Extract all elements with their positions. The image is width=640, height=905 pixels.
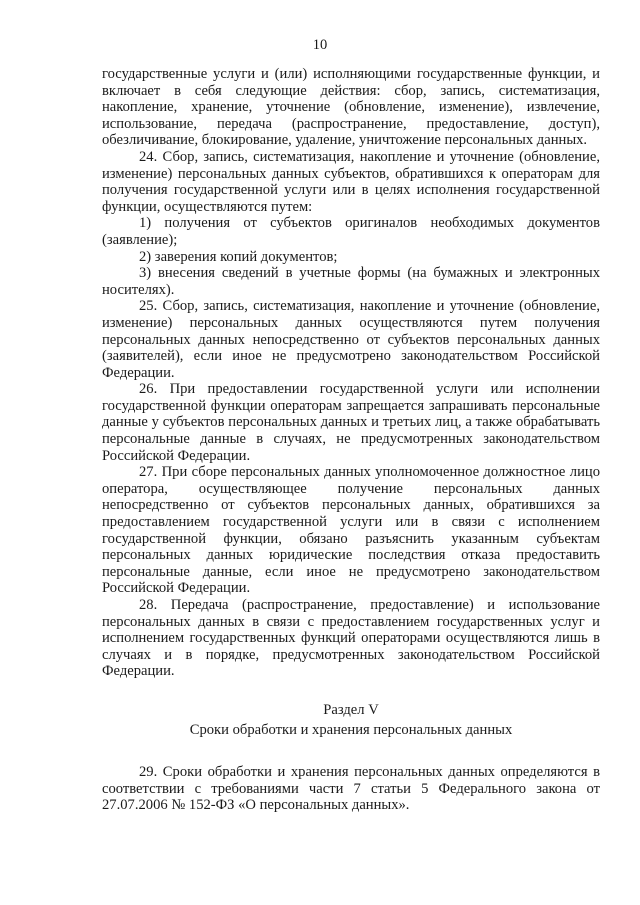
paragraph-26: 26. При предоставлении государственной услуги или исполнении государственной функции операторам запрещается запрашивать персональные данные у субъектов персональных данных и третьих лиц, а также обрабатывать персональные данные в случаях, не предусмотренных законодательством Российской Федерации.: [102, 381, 600, 464]
paragraph-24: 24. Сбор, запись, систематизация, накопление и уточнение (обновление, изменение) персональных данных субъектов, обратившихся к операторам для получения государственной услуги или в целях исполнения государственной функции, осуществляются путем:: [102, 148, 600, 215]
list-item-1: 1) получения от субъектов оригиналов необходимых документов (заявление);: [102, 215, 600, 248]
section-title: Сроки обработки и хранения персональных данных: [189, 721, 513, 738]
list-item-3: 3) внесения сведений в учетные формы (на бумажных и электронных носителях).: [102, 265, 600, 298]
section-number: Раздел V: [323, 701, 379, 718]
paragraph-27: 27. При сборе персональных данных уполномоченное должностное лицо оператора, осуществляющее получение персональных данных непосредственно от субъектов персональных данных, обратившихся за предоставлением государственной услуги или в связи с исполнением государственной функции, обязано разъяснить указанным субъектам персональных данных юридические последствия отказа предоставить персональные данные, если иное не предусмотрено законодательством Российской Федерации.: [102, 464, 600, 597]
paragraph-28: 28. Передача (распространение, предоставление) и использование персональных данных в связи с предоставлением государственных услуг и исполнением государственных функций операторами осуществляются лишь в случаях и в порядке, предусмотренных законодательством Российской Федерации.: [102, 597, 600, 680]
paragraph-continuation: государственные услуги и (или) исполняющими государственные функции, и включает в себя следующие действия: сбор, запись, систематизация, накопление, хранение, уточнение (обновление, изменение), извлечение, использование, передача (распространение, предоставление, доступ), обезличивание, блокирование, удаление, уничтожение персональных данных.: [102, 66, 600, 149]
document-body: [102, 66, 600, 814]
paragraph-29: 29. Сроки обработки и хранения персональных данных определяются в соответствии с требованиями части 7 статьи 5 Федерального закона от 27.07.2006 № 152-ФЗ «О персональных данных».: [102, 764, 600, 814]
paragraph-25: 25. Сбор, запись, систематизация, накопление и уточнение (обновление, изменение) персональных данных осуществляются путем получения персональных данных непосредственно от субъектов персональных данных (заявителей), если иное не предусмотрено законодательством Российской Федерации.: [102, 298, 600, 381]
list-item-2: 2) заверения копий документов;: [139, 248, 338, 265]
page-number: 10: [312, 37, 328, 53]
